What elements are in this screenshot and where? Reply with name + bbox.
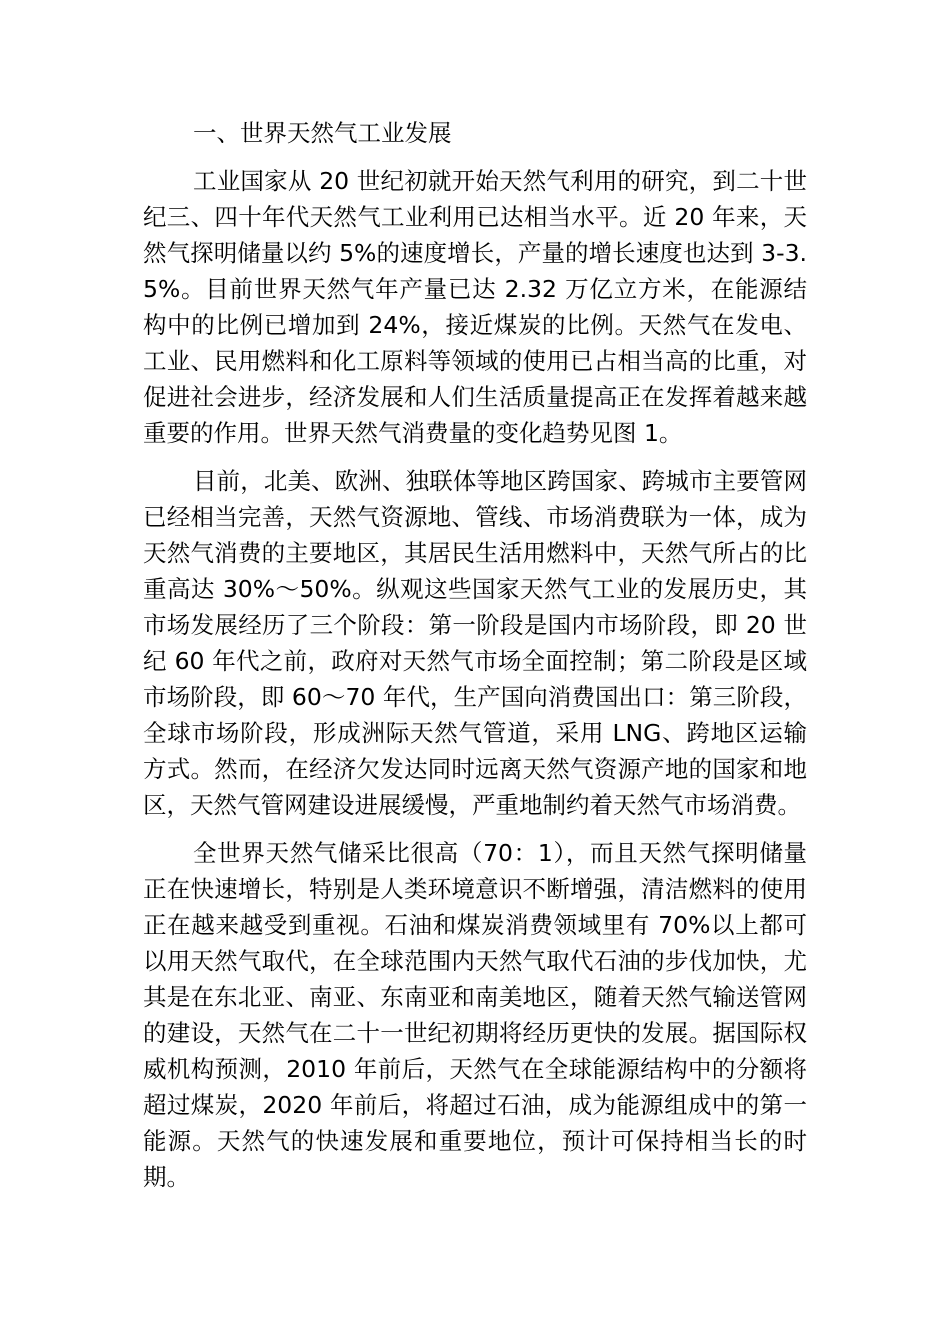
paragraph-reserves-and-outlook: 全世界天然气储采比很高（70：1），而且天然气探明储量正在快速增长，特别是人类环境意识不断增强，清洁燃料的使用正在越来越受到重视。石油和煤炭消费领域里有 70%以上都可以用天然气取代，在全球范围内天然气取代石油的步伐加快，尤其是在东北亚、南亚、东南亚和南美地区，随着天然气输送管网的建设，天然气在二十一世纪初期将经历更快的发展。据国际权威机构预测，2010 年前后，天然气在全球能源结构中的分额将超过煤炭，2020 年前后，将超过石油，成为能源组成中的第一能源。天然气的快速发展和重要地位，预计可保持相当长的时期。 xyxy=(143,839,807,1191)
paragraph-world-gas-overview: 工业国家从 20 世纪初就开始天然气利用的研究，到二十世纪三、四十年代天然气工业利用已达相当水平。近 20 年来，天然气探明储量以约 5%的速度增长，产量的增长速度也达到 3-3.5%。目前世界天然气年产量已达 2.32 万亿立方米，在能源结构中的比例已增加到 24%，接近煤炭的比例。天然气在发电、工业、民用燃料和化工原料等领域的使用已占相当高的比重，对促进社会进步，经济发展和人们生活质量提高正在发挥着越来越重要的作用。世界天然气消费量的变化趋势见图 1。 xyxy=(143,167,807,447)
paragraph-regional-market-stages: 目前，北美、欧洲、独联体等地区跨国家、跨城市主要管网已经相当完善，天然气资源地、管线、市场消费联为一体，成为天然气消费的主要地区，其居民生活用燃料中，天然气所占的比重高达 30%～50%。纵观这些国家天然气工业的发展历史，其市场发展经历了三个阶段：第一阶段是国内市场阶段，即 20 世纪 60 年代之前，政府对天然气市场全面控制；第二阶段是区域市场阶段，即 60～70 年代，生产国向消费国出口：第三阶段，全球市场阶段，形成洲际天然气管道，采用 LNG、跨地区运输方式。然而，在经济欠发达同时远离天然气资源产地的国家和地区，天然气管网建设进展缓慢，严重地制约着天然气市场消费。 xyxy=(143,467,807,819)
section-heading: 一、世界天然气工业发展 xyxy=(193,119,452,147)
document-body xyxy=(143,115,807,1207)
